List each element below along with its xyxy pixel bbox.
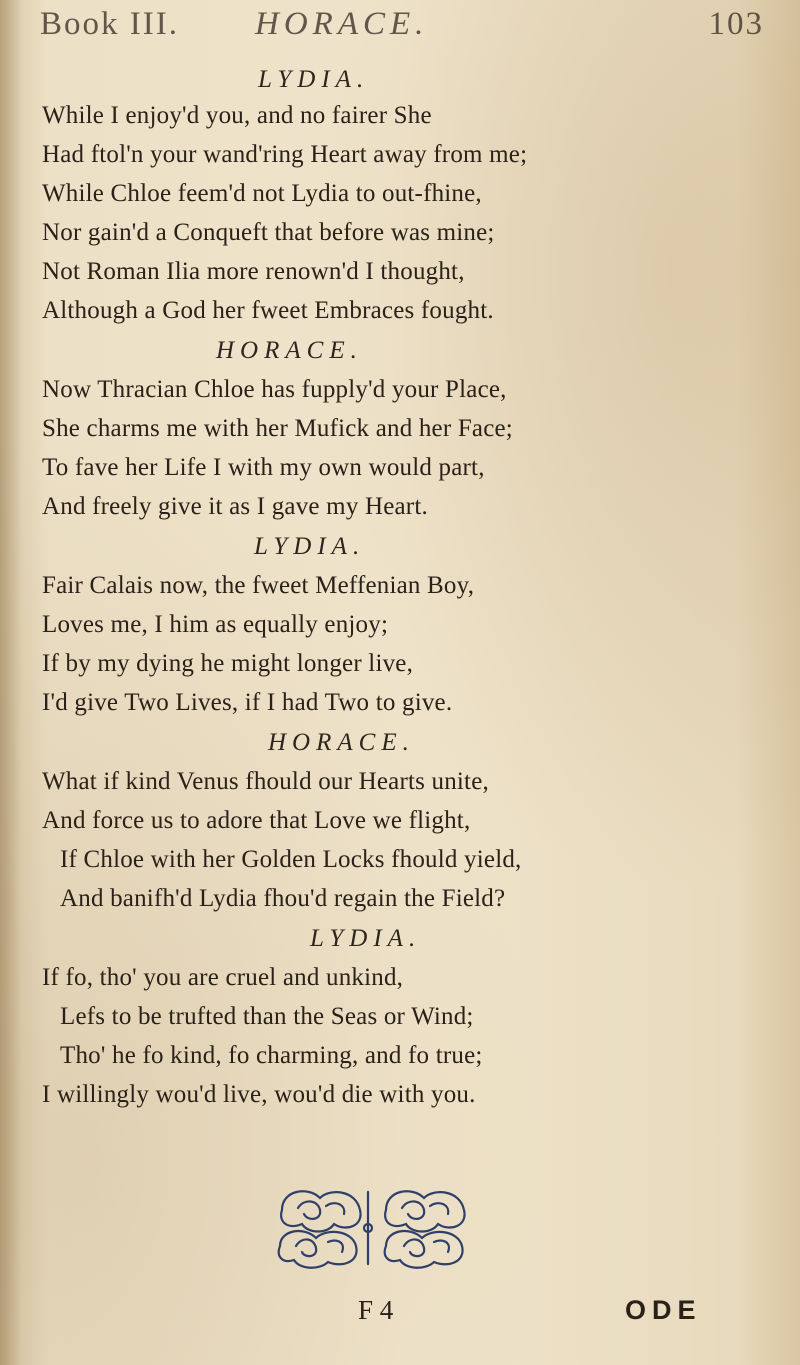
speaker-heading: LYDIA.	[258, 66, 370, 93]
verse-line: Nor gain'd a Conqueft that before was mine;	[42, 219, 495, 246]
verse-line: While Chloe feem'd not Lydia to out-fhine,	[42, 180, 482, 207]
verse-line: What if kind Venus fhould our Hearts unite,	[42, 768, 489, 795]
verse-line: Tho' he fo kind, fo charming, and fo true;	[60, 1042, 483, 1069]
speaker-heading: LYDIA.	[254, 533, 366, 560]
verse-line: Loves me, I him as equally enjoy;	[42, 611, 389, 638]
verse-line: To fave her Life I with my own would part,	[42, 454, 485, 481]
floral-ornament-icon	[268, 1180, 478, 1270]
verse-line: And freely give it as I gave my Heart.	[42, 493, 428, 520]
verse-line: Fair Calais now, the fweet Meffenian Boy,	[42, 572, 475, 599]
signature-mark: F 4	[358, 1295, 394, 1325]
verse-line: While I enjoy'd you, and no fairer She	[42, 102, 432, 129]
page-number: 103	[708, 6, 764, 42]
verse-line: If Chloe with her Golden Locks fhould yield,	[60, 846, 522, 873]
verse-line: Had ftol'n your wand'ring Heart away from me;	[42, 141, 528, 168]
verse-line: Now Thracian Chloe has fupply'd your Place,	[42, 376, 507, 403]
catchword: ODE	[625, 1295, 702, 1325]
verse-line: Lefs to be trufted than the Seas or Wind;	[60, 1003, 474, 1030]
running-header	[40, 6, 764, 52]
verse-line: If by my dying he might longer live,	[42, 650, 414, 677]
verse-line: I willingly wou'd live, wou'd die with you.	[42, 1081, 476, 1108]
verse-line: Although a God her fweet Embraces fought.	[42, 297, 494, 324]
verse-line: If fo, tho' you are cruel and unkind,	[42, 964, 404, 991]
binding-shadow	[0, 0, 22, 1365]
verse-line: And banifh'd Lydia fhou'd regain the Field?	[60, 885, 506, 912]
verse-line: I'd give Two Lives, if I had Two to give.	[42, 689, 453, 716]
verse-line: Not Roman Ilia more renown'd I thought,	[42, 258, 465, 285]
verse-line: And force us to adore that Love we flight,	[42, 807, 471, 834]
speaker-heading: HORACE.	[216, 337, 363, 364]
speaker-heading: HORACE.	[268, 729, 415, 756]
verse-line: She charms me with her Mufick and her Face;	[42, 415, 513, 442]
speaker-heading: LYDIA.	[310, 925, 422, 952]
header-book: Book III.	[40, 6, 179, 42]
header-title: HORACE.	[255, 6, 429, 42]
